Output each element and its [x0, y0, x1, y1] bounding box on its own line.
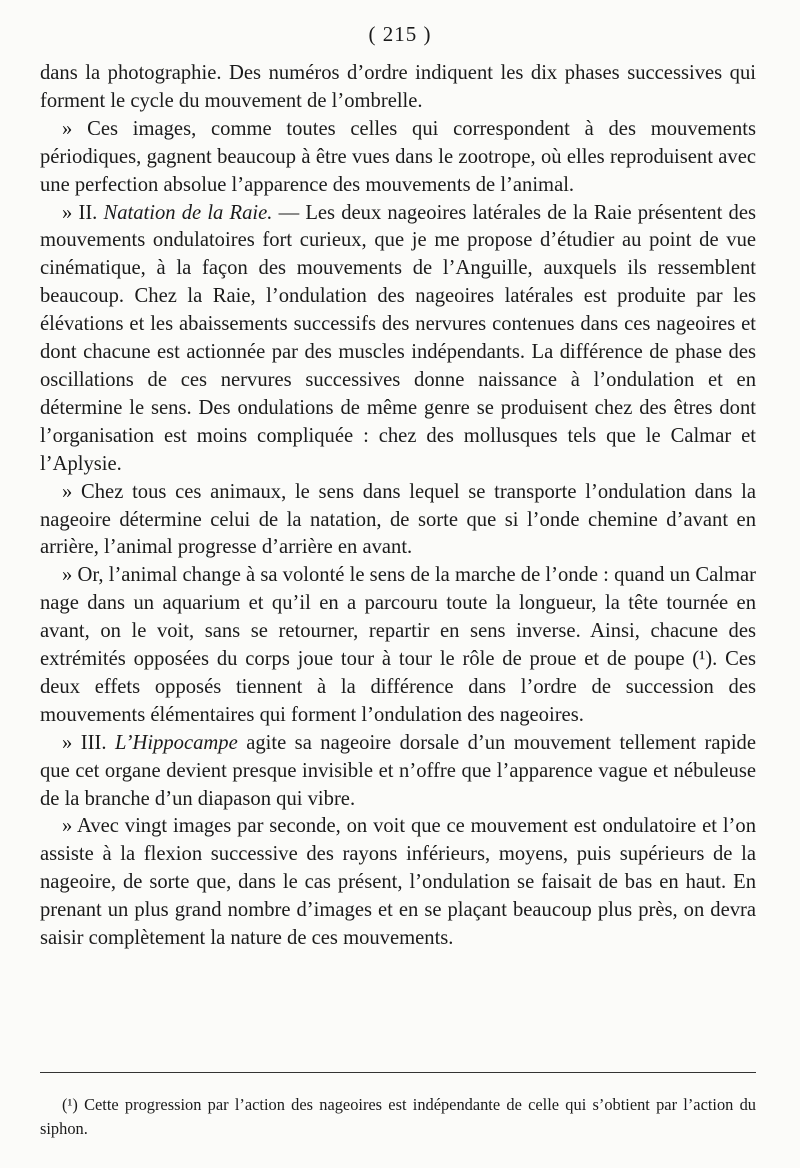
paragraph-7 — [40, 813, 756, 953]
footnote-divider — [40, 1072, 756, 1073]
text-run: — Les deux nageoires latérales de la Raie présentent des mouvements ondulatoires fort curieux, que je me propose d’étudier au point de vue cinématique, à la façon des mouvements de l’Anguille, auxquels ils ressemblent beaucoup. Chez la Raie, l’ondulation des nageoires latérales est produite par les élévations et les abaissements successifs des nervures contenues dans ces nageoires et dont chacune est actionnée par des muscles indépendants. La différence de phase des oscillations de ces nervures successives donne naissance à l’ondulation et en détermine le sens. Des ondulations de même genre se produisent chez des êtres dont l’organisation est moins compliquée : chez des mollusques tels que le Calmar et l’Aplysie. — [40, 201, 756, 475]
paragraph-4 — [40, 479, 756, 563]
paragraph-2 — [40, 116, 756, 200]
text-run: » Chez tous ces animaux, le sens dans lequel se transporte l’ondulation dans la nageoire détermine celui de la natation, de sorte que si l’onde chemine d’avant en arrière, l’animal progresse d’arrière en avant. — [40, 480, 756, 559]
paragraph-3 — [40, 200, 756, 479]
body-text — [40, 60, 756, 953]
text-run: » Or, l’animal change à sa volonté le sens de la marche de l’onde : quand un Calmar nage dans un aquarium et qu’il en a parcouru toute la longueur, la tête tournée en avant, on le voit, sans se retourner, repartir en sens inverse. Ainsi, chacune des extrémités opposées du corps joue tour à tour le rôle de proue et de poupe — [40, 564, 756, 671]
section-heading-raie: Natation de la Raie. — [103, 201, 273, 224]
paragraph-6 — [40, 730, 756, 814]
paragraph-5 — [40, 562, 756, 729]
text-run: » II. — [62, 201, 104, 224]
text-run: » Ces images, comme toutes celles qui correspondent à des mouvements périodiques, gagnent beaucoup à être vues dans le zootrope, où elles reproduisent avec une perfection absolue l’apparence des mouvements de l’animal. — [40, 117, 756, 196]
page-number: ( 215 ) — [368, 22, 432, 46]
text-run: dans la photographie. Des numéros d’ordre indiquent les dix phases successives qui forment le cycle du mouvement de l’ombrelle. — [40, 62, 756, 112]
text-run: » III. — [62, 731, 115, 754]
text-run: . Ces deux effets opposés tiennent à la différence dans l’ordre de succession des mouvements élémentaires qui forment l’ondulation des nageoires. — [40, 648, 756, 726]
section-heading-hippocampe: L’Hippocampe — [114, 731, 238, 754]
text-run: » Avec vingt images par seconde, on voit que ce mouvement est ondulatoire et l’on assiste à la flexion successive des rayons inférieurs, moyens, puis supérieurs de la nageoire, de sorte que, dans le cas présent, l’ondulation se faisait de bas en haut. En prenant un plus grand nombre d’images et en se plaçant beaucoup plus près, on devra saisir complètement la nature de ces mouvements. — [40, 815, 756, 950]
footnote-reference[interactable]: (¹) — [692, 648, 713, 671]
text-run: agite sa nageoire dorsale d’un mouvement tellement rapide que cet organe devient presque invisible et n’offre que l’apparence vague et nébuleuse de la branche d’un diapason qui vibre. — [40, 731, 756, 810]
paragraph-1 — [40, 60, 756, 116]
footnote: (¹) Cette progression par l’action des nageoires est indépendante de celle qui s’obtient par l’action du siphon. — [40, 1095, 756, 1138]
